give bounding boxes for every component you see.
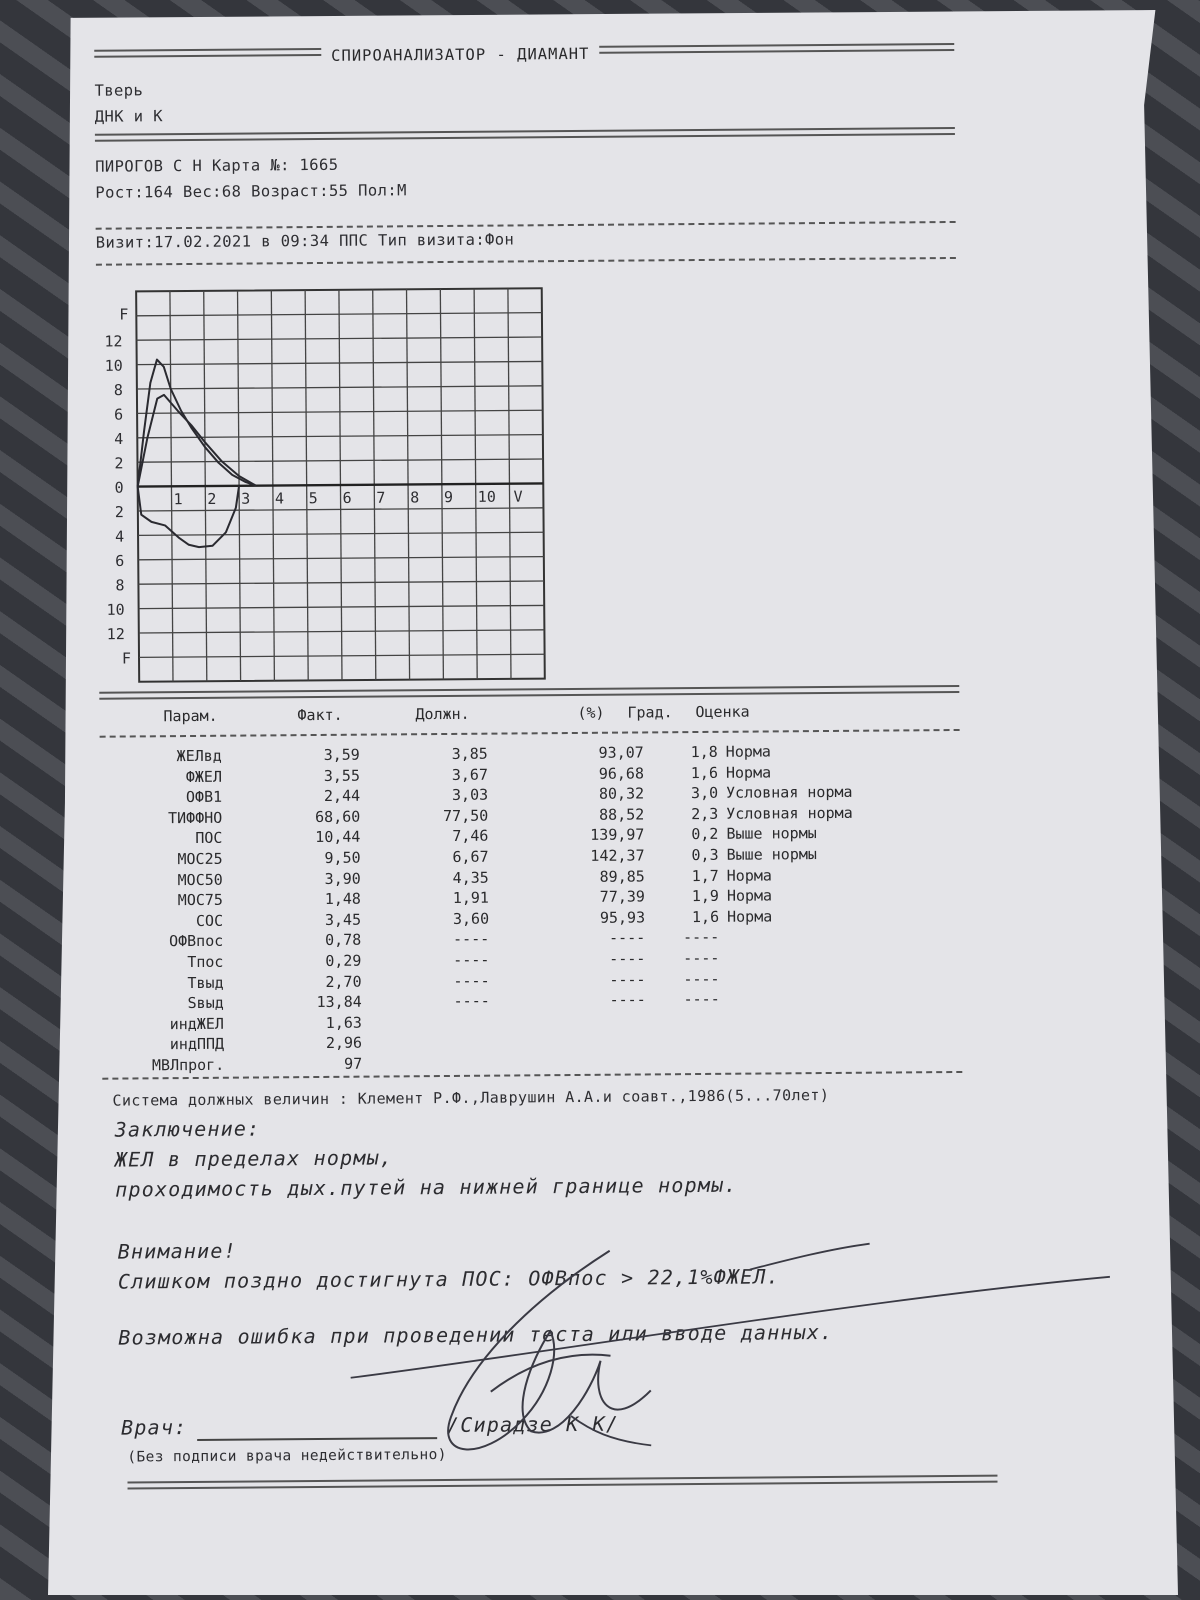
cell-due: ---- — [453, 971, 490, 990]
x-axis — [138, 483, 544, 486]
cell-due: 4,35 — [452, 868, 489, 887]
separator — [96, 257, 956, 267]
patient-stats: Рост:164 Вес:68 Возраст:55 Пол:М — [95, 181, 407, 202]
x-tick-label: 10 — [477, 487, 496, 506]
cell-fact: 10,44 — [315, 828, 361, 847]
warning-line-1: Слишком поздно достигнута ПОС: ОФВпос > 22,1%ФЖЕЛ. — [117, 1264, 781, 1294]
x-axis-unit-label: V — [513, 487, 523, 506]
x-tick-label: 8 — [410, 488, 420, 507]
cell-pct: ---- — [609, 990, 646, 1009]
col-header-fact: Факт. — [297, 705, 343, 725]
visit-info: Визит:17.02.2021 в 09:34 ППС Тип визита:Фон — [95, 230, 515, 252]
cell-due: ---- — [453, 950, 490, 969]
y-tick-label: 12 — [106, 625, 125, 644]
device-title: СПИРОАНАЛИЗАТОР - ДИАМАНТ — [321, 45, 599, 65]
cell-pct: ---- — [609, 949, 646, 968]
cell-pct: 89,85 — [599, 867, 645, 886]
y-axis-label-bottom: F — [121, 649, 132, 668]
device-title-wrap — [0, 41, 970, 68]
report-sheet — [60, 12, 1092, 1520]
cell-eval: Выше нормы — [726, 824, 817, 844]
cell-grade: ---- — [683, 948, 720, 968]
cell-due: 1,91 — [452, 888, 489, 908]
cell-param: МОС25 — [177, 849, 223, 869]
conclusion-line-2: проходимость дых.путей на нижней границе нормы. — [115, 1172, 738, 1202]
cell-fact: 13,84 — [316, 992, 362, 1012]
cell-fact: 3,90 — [324, 869, 361, 888]
chart-svg — [96, 278, 569, 702]
y-tick-label: 4 — [114, 429, 124, 448]
cell-param: МВЛпрог. — [151, 1055, 225, 1075]
cell-param: Тпос — [187, 952, 224, 972]
cell-grade: ---- — [683, 928, 720, 947]
separator — [127, 1475, 997, 1490]
y-axis-label-top: F — [119, 305, 129, 324]
col-header-pct: (%) — [577, 703, 605, 722]
cell-param: Твыд — [187, 973, 224, 992]
cell-param: ПОС — [195, 829, 223, 848]
cell-fact: 3,59 — [323, 745, 360, 764]
x-tick-label: 1 — [173, 490, 183, 509]
cell-pct: 139,97 — [590, 825, 645, 845]
cell-fact: 1,63 — [325, 1013, 362, 1032]
cell-due: 3,85 — [451, 744, 488, 763]
doctor-label: Врач: — [120, 1415, 188, 1440]
cell-eval: Норма — [725, 763, 772, 782]
organization: ДНК и К — [94, 107, 163, 126]
x-tick-label: 9 — [443, 488, 454, 507]
cell-eval: Условная норма — [726, 803, 853, 823]
cell-grade: 1,9 — [691, 887, 719, 906]
col-header-grade: Град. — [627, 703, 673, 722]
cell-fact: 3,45 — [324, 910, 362, 929]
y-tick-label: 8 — [113, 381, 123, 400]
cell-due: 6,67 — [452, 847, 489, 866]
cell-due: ---- — [453, 930, 490, 949]
cell-grade: 1,6 — [690, 763, 719, 782]
cell-param: ФЖЕЛ — [185, 767, 223, 786]
cell-grade: ---- — [683, 990, 720, 1009]
cell-due: 3,60 — [452, 909, 490, 928]
results-table — [115, 701, 1015, 1075]
cell-fact: 2,96 — [325, 1034, 363, 1053]
cell-fact: 97 — [344, 1054, 363, 1073]
cell-param: Sвыд — [187, 993, 224, 1013]
cell-grade: 1,6 — [691, 907, 720, 926]
col-header-param: Парам. — [163, 706, 218, 726]
cell-fact: 2,44 — [323, 786, 361, 806]
cell-grade: 0,2 — [691, 825, 719, 844]
y-tick-label: 2 — [114, 454, 124, 473]
cell-pct: 142,37 — [590, 846, 645, 865]
cell-param: СОС — [195, 911, 224, 930]
cell-grade: 2,3 — [691, 804, 719, 823]
cell-fact: 0,29 — [325, 951, 362, 970]
cell-grade: 1,7 — [691, 866, 719, 885]
cell-pct: 96,68 — [598, 764, 645, 783]
cell-pct: 77,39 — [599, 887, 645, 906]
separator — [96, 221, 956, 231]
cell-grade: 1,8 — [690, 742, 718, 762]
y-tick-label: 6 — [113, 405, 124, 424]
x-tick-label: 6 — [342, 488, 352, 507]
norms-system: Система должных величин : Клемент Р.Ф.,Лаврушин А.А.и соавт.,1986(5...70лет) — [112, 1085, 830, 1110]
cell-due: 3,67 — [451, 765, 489, 784]
cell-eval: Условная норма — [726, 782, 853, 802]
cell-pct: 93,07 — [598, 743, 644, 762]
cell-param: ОФВпос — [168, 932, 224, 951]
separator — [95, 127, 955, 142]
conclusion-heading: Заключение: — [114, 1116, 261, 1142]
cell-param: индЖЕЛ — [169, 1014, 224, 1033]
y-tick-label: 0 — [114, 478, 124, 497]
warning-heading: Внимание! — [117, 1238, 237, 1264]
cell-grade: 3,0 — [690, 784, 719, 803]
cell-fact: 68,60 — [315, 807, 361, 826]
city: Тверь — [94, 81, 144, 100]
cell-fact: 2,70 — [325, 972, 362, 991]
separator — [100, 729, 960, 739]
cell-fact: 1,48 — [324, 889, 361, 909]
signature-line — [197, 1437, 437, 1441]
cell-fact: 0,78 — [325, 931, 362, 950]
x-tick-label: 3 — [241, 489, 251, 508]
cell-due: 7,46 — [452, 827, 489, 846]
conclusion-line-1: ЖЕЛ в пределах нормы, — [114, 1145, 394, 1172]
cell-due: 3,03 — [451, 785, 489, 805]
signature-note: (Без подписи врача недействительно) — [127, 1447, 447, 1466]
x-tick-label: 5 — [308, 489, 318, 508]
doctor-name: /Сирадзе К К/ — [446, 1411, 620, 1438]
cell-fact: 9,50 — [324, 848, 361, 867]
y-tick-label: 12 — [104, 332, 123, 351]
flow-volume-chart — [96, 278, 569, 702]
cell-eval: Норма — [725, 742, 771, 761]
cell-param: ТИФФНО — [168, 808, 223, 827]
warning-line-2: Возможна ошибка при проведении теста или вводе данных. — [118, 1319, 834, 1350]
col-header-due: Должн. — [415, 704, 470, 724]
y-tick-label: 8 — [115, 576, 125, 595]
y-tick-label: 10 — [106, 600, 125, 619]
cell-eval: Выше нормы — [726, 845, 817, 864]
cell-eval: Норма — [726, 866, 772, 885]
cell-pct: 88,52 — [599, 805, 645, 824]
x-tick-label: 7 — [376, 488, 386, 507]
cell-param: МОС50 — [177, 870, 223, 889]
y-tick-label: 4 — [114, 527, 125, 546]
cell-due: 77,50 — [443, 806, 489, 825]
cell-eval: Норма — [726, 886, 773, 905]
cell-eval: Норма — [726, 907, 773, 926]
col-header-eval: Оценка — [695, 702, 750, 722]
cell-param: ОФВ1 — [185, 787, 223, 807]
cell-fact: 3,55 — [323, 766, 361, 785]
patient-name: ПИРОГОВ С Н Карта №: 1665 — [95, 155, 339, 176]
cell-param: ЖЕЛвд — [176, 746, 222, 766]
cell-pct: 95,93 — [599, 908, 646, 927]
cell-grade: ---- — [683, 969, 720, 988]
y-tick-label: 6 — [115, 551, 125, 570]
cell-due: ---- — [453, 991, 490, 1011]
series-line-3 — [138, 486, 240, 548]
cell-pct: 80,32 — [598, 784, 645, 803]
cell-grade: 0,3 — [691, 845, 719, 865]
cell-param: индППД — [169, 1035, 225, 1054]
y-tick-label: 2 — [114, 503, 124, 522]
cell-param: МОС75 — [177, 890, 223, 910]
cell-pct: ---- — [609, 970, 646, 989]
x-tick-label: 2 — [207, 489, 217, 509]
x-tick-label: 4 — [274, 489, 285, 508]
cell-pct: ---- — [609, 928, 646, 948]
y-tick-label: 10 — [104, 356, 123, 375]
